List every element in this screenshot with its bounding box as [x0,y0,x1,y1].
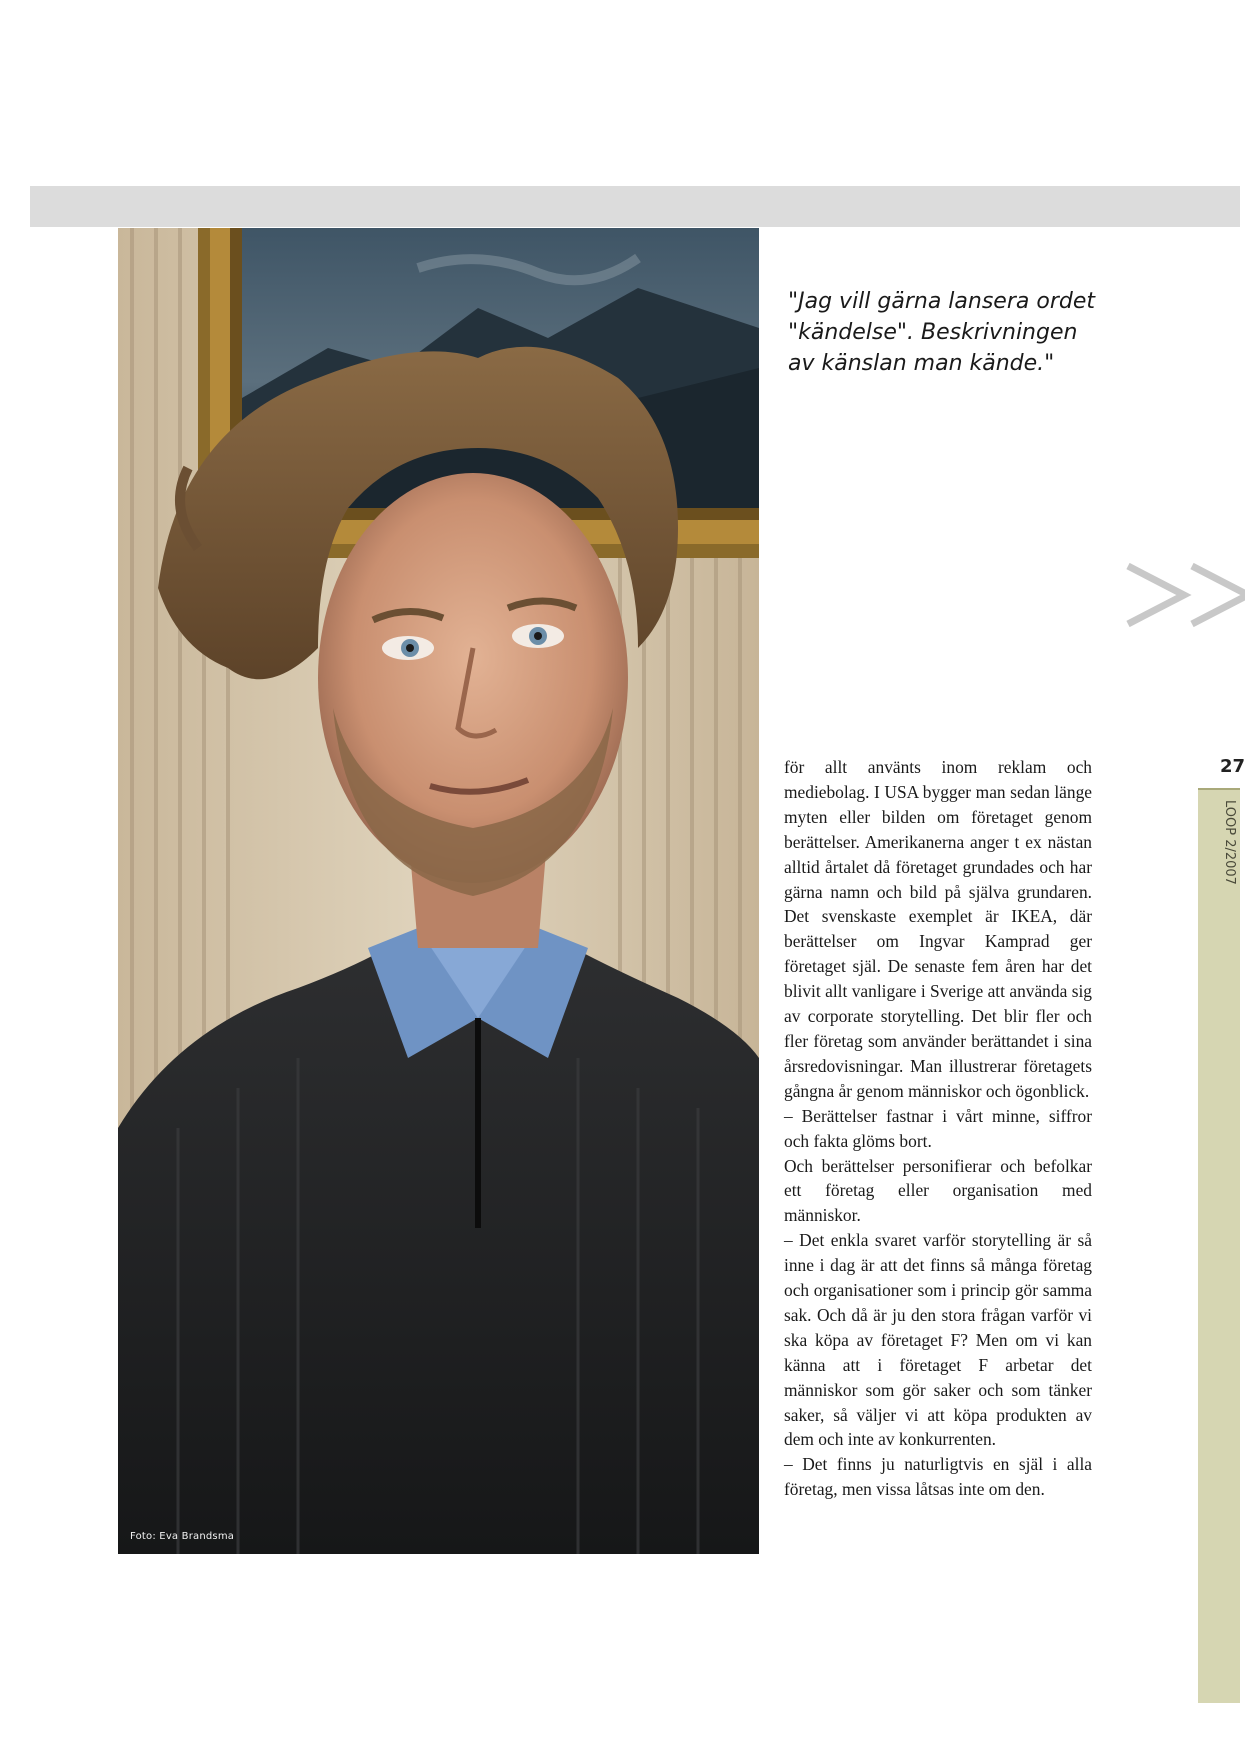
body-paragraph: – Det enkla svaret varför storytelling är så inne i dag är att det finns så många företag och organisationer som i princip gör samma sak. Och då är ju den stora frågan varför vi ska köpa av företaget F? Men om vi kan känna att i företaget F arbetar det människor som gör saker och som tänker saker, så väljer vi att köpa produkten av dem och inte av konkurrenten. [784,1230,1092,1450]
portrait-illustration [118,228,759,1554]
page-number: 27 [1220,756,1245,777]
portrait-photo [118,228,759,1554]
body-paragraph: – Det finns ju naturligtvis en själ i alla företag, men vissa låtsas inte om den. [784,1454,1092,1500]
header-band [30,186,1240,227]
body-paragraph: – Berättelser fastnar i vårt minne, siffror och fakta glöms bort. [784,1105,1092,1151]
side-band [1198,788,1240,1703]
double-chevron-right-icon [1122,560,1240,630]
photo-credit: Foto: Eva Brandsma [130,1531,235,1542]
body-paragraph: för allt använts inom reklam och mediebolag. I USA bygger man sedan länge myten eller bilden om företaget genom berättelser. Amerikanerna anger t ex nästan alltid årtalet då företaget grundades och har gärna namn och bild på själva grundaren. Det svenskaste exemplet är IKEA, där berättelser om Ingvar Kamprad ger företaget själ. De senaste fem åren har det blivit allt vanligare i Sverige att använda sig av corporate storytelling. Det blir fler och fler företag som använder berättandet i sina årsredovisningar. Man illustrerar företagets gångna år genom människor och ögonblick. [784,757,1092,1101]
issue-label: LOOP 2/2007 [1222,800,1237,885]
article-body [784,755,1092,1502]
pull-quote: "Jag vill gärna lansera ordet "kändelse". Beskrivningen av känslan man kände." [788,289,1095,376]
body-paragraph: Och berättelser personifierar och befolkar ett företag eller organisation med människor. [784,1155,1092,1226]
